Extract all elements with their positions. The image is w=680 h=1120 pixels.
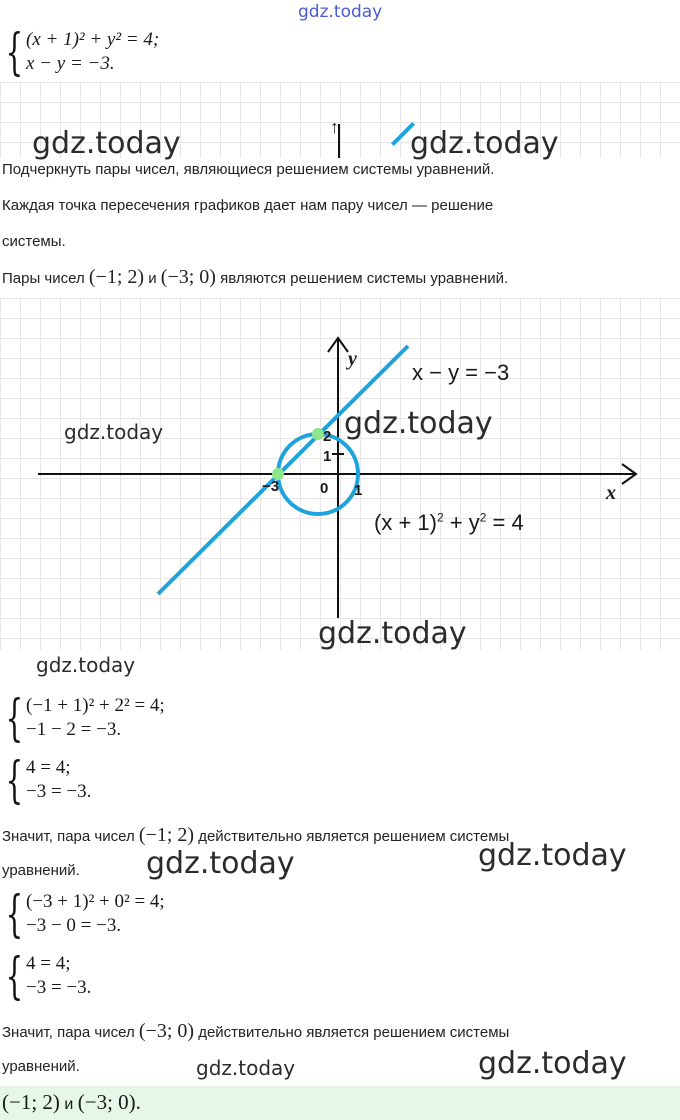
check-equation: −1 − 2 = −3. <box>26 719 122 740</box>
equation-line: x − y = −3. <box>26 53 115 74</box>
check-equation: −3 = −3. <box>26 781 92 802</box>
top-watermark: gdz.today <box>298 2 383 22</box>
check-system-1a <box>2 689 165 747</box>
system-of-equations <box>2 23 160 81</box>
line-equation-label: x − y = −3 <box>412 360 510 385</box>
answer-box: (−1; 2) и (−3; 0). <box>0 1086 680 1120</box>
conclusion-2: Значит, пара чисел (−3; 0) действительно является решением системы <box>2 1020 510 1042</box>
watermark: gdz.today <box>478 838 627 873</box>
watermark: gdz.today <box>410 126 559 161</box>
circle-equation-label: $(x + 1)^2 + y^2 = 4$ <box>374 510 524 535</box>
check-equation: −3 = −3. <box>26 977 92 998</box>
watermark: gdz.today <box>36 653 136 677</box>
watermark: gdz.today <box>318 616 467 651</box>
graph <box>0 298 680 650</box>
conclusion-1-cont: уравнений. <box>2 862 80 879</box>
watermark: gdz.today <box>64 420 164 444</box>
check-equation: −3 − 0 = −3. <box>26 915 122 936</box>
conclusion-1: Значит, пара чисел (−1; 2) действительно является решением системы <box>2 824 510 846</box>
line-graph <box>158 346 408 594</box>
watermark: gdz.today <box>344 406 493 441</box>
tick-label-1y: 1 <box>323 448 332 465</box>
brace-icon: { <box>5 751 24 809</box>
x-axis-label: x <box>606 482 616 504</box>
watermark: gdz.today <box>146 846 295 881</box>
equation-circle: (x + 1)² + y² = 4; <box>26 29 160 50</box>
pair-2: (−3; 0) <box>160 266 216 288</box>
brace-icon: { <box>5 947 24 1005</box>
check-equation: 4 = 4; <box>26 953 71 974</box>
explanation-text: Каждая точка пересечения графиков дает нам пару чисел — решение <box>2 197 494 214</box>
brace-icon: { <box>5 885 24 943</box>
brace-icon: { <box>5 23 24 81</box>
tick-label-minus3: −3 <box>262 478 280 495</box>
explanation-text-cont: системы. <box>2 233 66 250</box>
check-equation: (−1 + 1)² + 2² = 4; <box>26 695 165 716</box>
pair-1: (−1; 2) <box>88 266 145 288</box>
tick-label-2: 2 <box>323 428 332 445</box>
check-system-2b <box>2 947 92 1005</box>
graph-canvas <box>0 298 680 650</box>
conclusion-2-cont: уравнений. <box>2 1058 80 1075</box>
arrow-up-icon: ↑ <box>330 117 339 137</box>
y-axis-label: y <box>348 348 357 370</box>
answer-pair-1: (−1; 2) <box>2 1090 60 1114</box>
answer-pair-2: (−3; 0). <box>77 1090 141 1114</box>
task-text: Подчеркнуть пары чисел, являющиеся решением системы уравнений. <box>2 161 495 178</box>
result-text: Пары чисел (−1; 2) и (−3; 0) являются решением системы уравнений. <box>2 266 509 288</box>
check-equation: 4 = 4; <box>26 757 71 778</box>
check-equation: (−3 + 1)² + 0² = 4; <box>26 891 165 912</box>
tick-label-1x: 1 <box>354 482 363 499</box>
brace-icon: { <box>5 689 24 747</box>
check-system-2a <box>2 885 165 943</box>
watermark: gdz.today <box>32 126 181 161</box>
watermark: gdz.today <box>478 1046 627 1081</box>
tick-label-0: 0 <box>320 480 329 497</box>
watermark: gdz.today <box>196 1056 296 1080</box>
check-system-1b <box>2 751 92 809</box>
